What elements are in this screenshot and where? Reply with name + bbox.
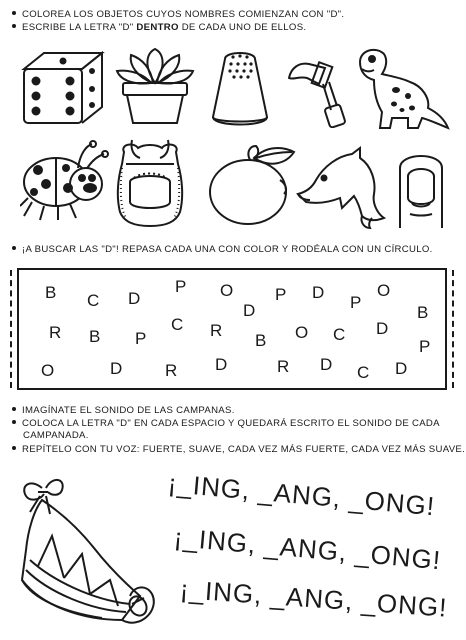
letter-r2-5[interactable]: R (210, 321, 223, 340)
letter-r3-7[interactable]: C (357, 363, 370, 382)
letter-r3-5[interactable]: R (277, 357, 290, 376)
instruction-repeat-text: REPÍTELO CON TU VOZ: FUERTE, SUAVE, CADA VEZ MÁS FUERTE, CADA VEZ MÁS SUAVE. (22, 444, 466, 455)
letter-r2-8[interactable]: C (333, 325, 346, 344)
instruction-write (12, 22, 306, 34)
letter-r1-6[interactable]: D (243, 301, 256, 320)
instruction-imagine (12, 405, 235, 417)
letter-r2-3[interactable]: P (135, 329, 147, 348)
letter-r1-5[interactable]: O (220, 281, 234, 300)
letter-r1-9[interactable]: P (350, 293, 362, 312)
letter-r3-2[interactable]: D (110, 359, 123, 378)
letter-r1-4[interactable]: P (175, 277, 187, 296)
letter-r3-1[interactable]: O (41, 361, 55, 380)
plant-pot-icon[interactable] (113, 45, 197, 127)
letter-r3-3[interactable]: R (165, 361, 178, 380)
bullet-icon (12, 246, 16, 250)
instruction-find (12, 244, 433, 256)
box-dashed-border-right (452, 270, 454, 388)
bullet-icon (12, 420, 16, 424)
dolphin-icon[interactable] (296, 146, 386, 230)
finger-icon[interactable] (392, 148, 450, 228)
letter-r2-4[interactable]: C (171, 315, 184, 334)
letter-r1-10[interactable]: O (377, 281, 391, 300)
letter-r3-6[interactable]: D (320, 355, 333, 374)
letter-r3-4[interactable]: D (215, 355, 228, 374)
dice-icon[interactable] (18, 45, 110, 127)
bullet-icon (12, 11, 16, 15)
letter-r2-2[interactable]: B (89, 327, 101, 346)
letter-r2-9[interactable]: D (376, 319, 389, 338)
bell-sound-line-3[interactable]: ¡_ING, _ANG, _ONG! (178, 574, 449, 623)
bell-icon[interactable] (12, 470, 162, 630)
letter-r2-7[interactable]: O (295, 323, 309, 342)
letter-r2-6[interactable]: B (255, 331, 267, 350)
hammer-icon[interactable] (285, 48, 351, 128)
bell-sound-line-2[interactable]: ¡_ING, _ANG, _ONG! (172, 522, 443, 576)
instruction-place (12, 418, 440, 430)
letter-r1-2[interactable]: C (87, 291, 100, 310)
instruction-place-text-cont: CAMPANADA. (23, 430, 89, 441)
instruction-imagine-text: IMAGÍNATE EL SONIDO DE LAS CAMPANAS. (22, 405, 235, 416)
instruction-write-end: DE CADA UNO DE ELLOS. (178, 22, 307, 33)
thimble-icon[interactable] (205, 47, 275, 129)
letter-r1-1[interactable]: B (45, 283, 57, 302)
letter-r2-1[interactable]: R (49, 323, 62, 342)
letter-r1-3[interactable]: D (128, 289, 141, 308)
apron-icon[interactable] (114, 138, 186, 228)
instruction-repeat (12, 444, 465, 456)
letter-r3-8[interactable]: D (395, 359, 408, 378)
bullet-icon (12, 24, 16, 28)
instruction-color-text: COLOREA LOS OBJETOS CUYOS NOMBRES COMIENZAN CON "D". (22, 9, 345, 20)
box-dashed-border-left (10, 270, 12, 388)
letter-r1-8[interactable]: D (312, 283, 325, 302)
instruction-color (12, 9, 344, 21)
instruction-write-bold: DENTRO (136, 22, 179, 33)
letter-search-box (17, 268, 447, 390)
instruction-find-text: ¡A BUSCAR LAS "D"! REPASA CADA UNA CON COLOR Y RODÉALA CON UN CÍRCULO. (22, 244, 433, 255)
letter-r2-10[interactable]: B (417, 303, 429, 322)
dinosaur-icon[interactable] (352, 42, 452, 134)
bell-sound-line-1[interactable]: ¡_ING, _ANG, _ONG! (166, 468, 437, 522)
instruction-write-start: ESCRIBE LA LETRA "D" (22, 22, 137, 33)
lemon-icon[interactable] (206, 142, 296, 228)
instruction-place-text: COLOCA LA LETRA "D" EN CADA ESPACIO Y QUEDARÁ ESCRITO EL SONIDO DE CADA (22, 418, 440, 429)
letter-r1-7[interactable]: P (275, 285, 287, 304)
letter-r3-9[interactable]: P (419, 337, 431, 356)
bullet-icon (12, 446, 16, 450)
instruction-place-cont (23, 430, 89, 442)
ladybug-icon[interactable] (20, 140, 110, 222)
bullet-icon (12, 407, 16, 411)
